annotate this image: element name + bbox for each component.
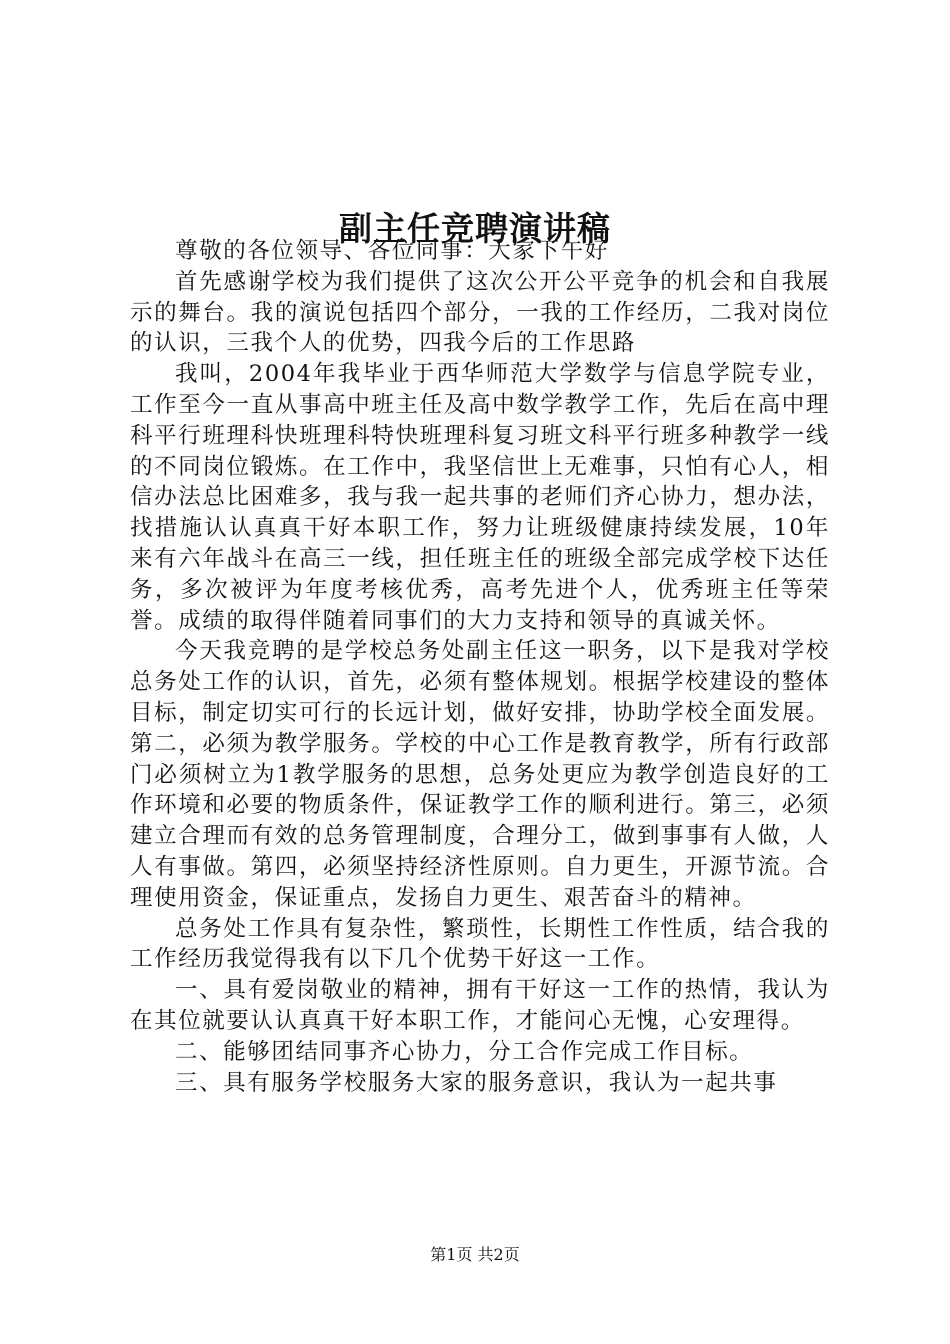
experience-paragraph: 我叫，2004年我毕业于西华师范大学数学与信息学院专业，工作至今一直从事高中班主任及高中数学教学工作，先后在高中理科平行班理科快班理科特快班理科复习班文科平行班多种教学一线的不同岗位锻炼。在工作中，我坚信世上无难事，只怕有心人，相信办法总比困难多，我与我一起共事的老师们齐心协力，想办法，找措施认认真真干好本职工作，努力让班级健康持续发展，10年来有六年战斗在高三一线，担任班主任的班级全部完成学校下达任务，多次被评为年度考核优秀，高考先进个人，优秀班主任等荣誉。成绩的取得伴随着同事们的大力支持和领导的真诚关怀。 [130,361,830,634]
advantages-intro-paragraph: 总务处工作具有复杂性，繁琐性，长期性工作性质，结合我的工作经历我觉得我有以下几个优势干好这一工作。 [130,915,830,973]
advantage-one-paragraph: 一、具有爱岗敬业的精神，拥有干好这一工作的热情，我认为在其位就要认认真真干好本职工作，才能问心无愧，心安理得。 [130,977,830,1034]
intro-paragraph: 首先感谢学校为我们提供了这次公开公平竞争的机会和自我展示的舞台。我的演说包括四个部分，一我的工作经历，二我对岗位的认识，三我个人的优势，四我今后的工作思路 [130,268,830,357]
advantage-three-paragraph: 三、具有服务学校服务大家的服务意识，我认为一起共事 [175,1069,778,1096]
greeting-paragraph: 尊敬的各位领导、各位同事：大家下午好 [175,238,609,264]
document-body [130,236,830,1098]
document-title: 副主任竞聘演讲稿 [339,209,611,249]
advantage-two-paragraph: 二、能够团结同事齐心协力，分工合作完成工作目标。 [175,1038,754,1065]
understanding-paragraph: 今天我竞聘的是学校总务处副主任这一职务，以下是我对学校总务处工作的认识，首先，必须有整体规划。根据学校建设的整体目标，制定切实可行的长远计划，做好安排，协助学校全面发展。第二，必须为教学服务。学校的中心工作是教育教学，所有行政部门必须树立为1教学服务的思想，总务处更应为教学创造良好的工作环境和必要的物质条件，保证教学工作的顺利进行。第三，必须建立合理而有效的总务管理制度，合理分工，做到事事有人做，人人有事做。第四，必须坚持经济性原则。自力更生，开源节流。合理使用资金，保证重点，发扬自力更生、艰苦奋斗的精神。 [130,638,830,911]
page-number-footer: 第1页 共2页 [430,1245,520,1264]
